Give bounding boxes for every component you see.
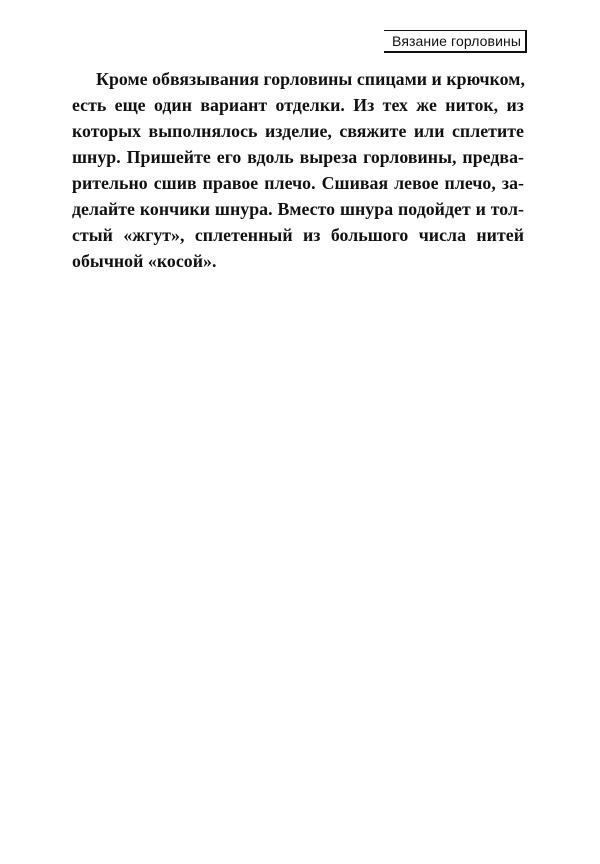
body-paragraph bbox=[72, 66, 524, 274]
paragraph-line: шнур. Пришейте его вдоль выреза горловины, предва- bbox=[72, 147, 524, 167]
paragraph-line: которых выполнялось изделие, свяжите или сплетите bbox=[72, 121, 524, 141]
paragraph-line: делайте кончики шнура. Вместо шнура подойдет и тол- bbox=[72, 199, 524, 219]
running-header: Вязание горловины bbox=[384, 30, 527, 53]
paragraph-line: рительно сшив правое плечо. Сшивая левое плечо, за- bbox=[72, 173, 524, 193]
paragraph-line: Кроме обвязывания горловины спицами и крючком, bbox=[96, 69, 525, 89]
paragraph-line: обычной «косой». bbox=[72, 251, 217, 271]
paragraph-line: стый «жгут», сплетенный из большого числа нитей bbox=[72, 225, 524, 245]
paragraph-line: есть еще один вариант отделки. Из тех же ниток, из bbox=[72, 95, 524, 115]
